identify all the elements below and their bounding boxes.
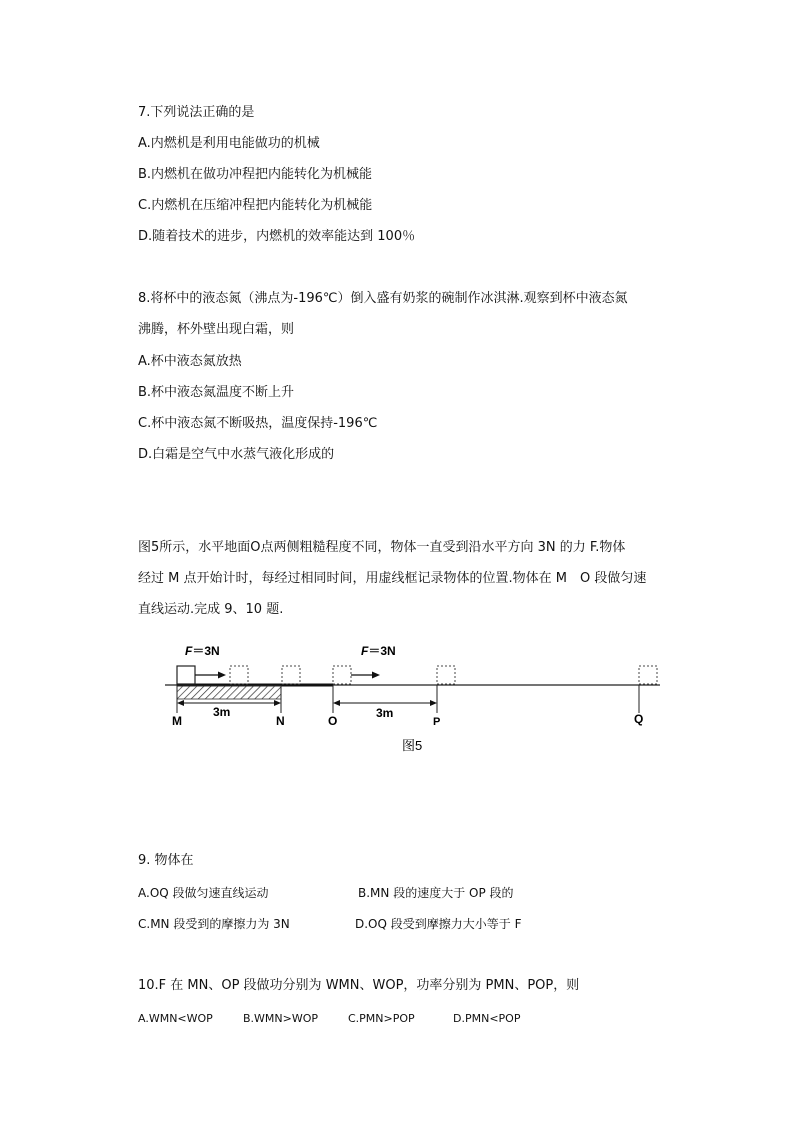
object-box-dashed xyxy=(639,666,657,684)
q8-option-a: A.杯中液态氮放热 xyxy=(138,354,242,369)
force-arrowhead-1 xyxy=(218,672,226,679)
force-label-2: F＝3N xyxy=(361,644,396,658)
object-box-dashed xyxy=(282,666,300,684)
q10-option-c: C.PMN>POP xyxy=(348,1012,415,1025)
object-box-solid xyxy=(177,666,195,684)
point-label-p: P xyxy=(433,716,441,728)
q7-option-c: C.内燃机在压缩冲程把内能转化为机械能 xyxy=(138,198,373,213)
q7-option-d: D.随着技术的进步，内燃机的效率能达到 100％ xyxy=(138,229,416,244)
point-label-q: Q xyxy=(634,712,644,726)
distance-label-op: 3m xyxy=(376,706,394,720)
q9-stem: 9. 物体在 xyxy=(138,853,194,868)
q10-stem: 10.F 在 MN、OP 段做功分别为 WMN、WOP，功率分别为 PMN、POP，则 xyxy=(138,978,580,993)
point-label-o: O xyxy=(328,714,338,728)
q8-option-d: D.白霜是空气中水蒸气液化形成的 xyxy=(138,447,335,462)
q8-option-b: B.杯中液态氮温度不断上升 xyxy=(138,385,295,400)
distance-arrowhead xyxy=(333,700,340,706)
q9-option-c: C.MN 段受到的摩擦力为 3N xyxy=(138,917,290,931)
distance-arrowhead xyxy=(177,700,184,706)
point-label-n: N xyxy=(276,714,285,728)
q7-stem: 7.下列说法正确的是 xyxy=(138,105,255,120)
figure-5 xyxy=(0,635,794,765)
distance-label-mn: 3m xyxy=(213,705,231,719)
q9-option-d: D.OQ 段受到摩擦力大小等于 F xyxy=(355,917,522,931)
point-label-m: M xyxy=(172,714,182,728)
q10-option-b: B.WMN>WOP xyxy=(243,1012,319,1025)
hatched-region xyxy=(177,686,281,699)
distance-arrowhead xyxy=(274,700,281,706)
q9-option-a: A.OQ 段做匀速直线运动 xyxy=(138,886,269,900)
q8-stem-line1: 8.将杯中的液态氮（沸点为-196℃）倒入盛有奶浆的碗制作冰淇淋.观察到杯中液态氮 xyxy=(138,291,628,306)
q8-option-c: C.杯中液态氮不断吸热，温度保持-196℃ xyxy=(138,416,378,431)
intro-line3: 直线运动.完成 9、10 题. xyxy=(138,602,284,617)
q8-stem-line2: 沸腾，杯外壁出现白霜，则 xyxy=(138,322,295,337)
intro-line2: 经过 M 点开始计时，每经过相同时间，用虚线框记录物体的位置.物体在 M O 段做匀速 xyxy=(138,571,647,586)
q10-option-a: A.WMN<WOP xyxy=(138,1012,213,1025)
intro-line1: 图5所示，水平地面O点两侧粗糙程度不同，物体一直受到沿水平方向 3N 的力 F.物体 xyxy=(138,540,626,555)
object-box-dashed xyxy=(230,666,248,684)
q9-option-b: B.MN 段的速度大于 OP 段的 xyxy=(358,886,514,900)
q10-option-d: D.PMN<POP xyxy=(453,1012,521,1025)
q7-option-b: B.内燃机在做功冲程把内能转化为机械能 xyxy=(138,167,373,182)
object-box-dashed xyxy=(333,666,351,684)
object-box-dashed xyxy=(437,666,455,684)
q7-option-a: A.内燃机是利用电能做功的机械 xyxy=(138,136,320,151)
distance-arrowhead xyxy=(430,700,437,706)
force-label-1: F＝3N xyxy=(185,644,220,658)
figure-caption: 图5 xyxy=(402,738,423,753)
force-arrowhead-2 xyxy=(372,672,380,679)
